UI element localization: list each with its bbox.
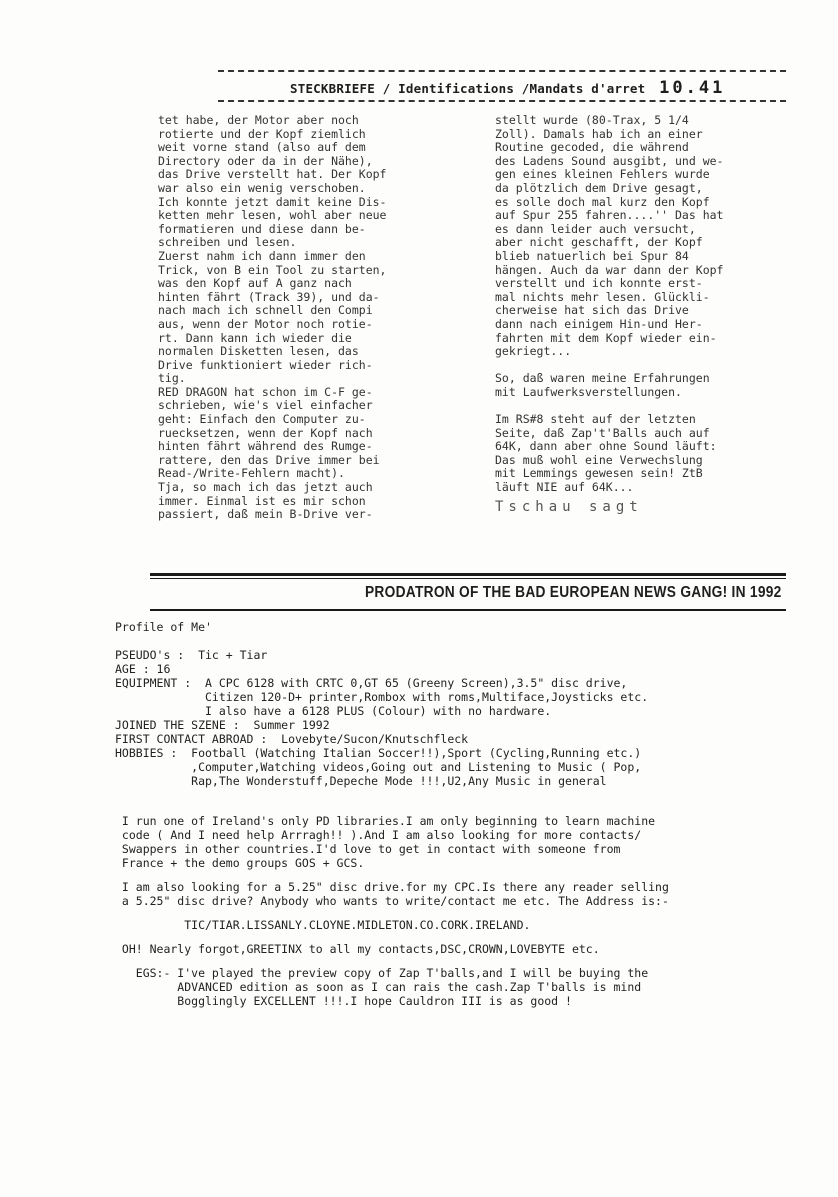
text-line: schrieben, wie's viel einfacher: [158, 398, 373, 413]
text-line: rotierte und der Kopf ziemlich: [158, 126, 366, 141]
text-line: passiert, daß mein B-Drive ver-: [158, 507, 373, 522]
profile-line: ,Computer,Watching videos,Going out and Listening to Music ( Pop,: [115, 760, 642, 774]
profile-line: I also have a 6128 PLUS (Colour) with no hardware.: [115, 704, 552, 718]
profile-line: Bogglingly EXCELLENT !!!.I hope Cauldron III is as good !: [115, 994, 572, 1008]
profile-line: HOBBIES : Football (Watching Italian Soccer!!),Sport (Cycling,Running etc.): [115, 746, 642, 760]
blank-line: [495, 359, 787, 373]
text-line: hinten fährt (Track 39), und da-: [158, 289, 380, 304]
profile-line: FIRST CONTACT ABROAD : Lovebyte/Sucon/Knutschfleck: [115, 732, 469, 746]
text-line: Directory oder da in der Nähe),: [158, 153, 373, 168]
profile-line: EGS:- I've played the preview copy of Zap T'balls,and I will be buying the: [115, 966, 649, 980]
text-line: 64K, dann aber ohne Sound läuft:: [495, 439, 717, 454]
header-top-rule: [218, 70, 786, 72]
right-text-column: [495, 114, 787, 514]
title-underline: [150, 609, 786, 611]
text-line: dann nach einigem Hin-und Her-: [495, 316, 703, 331]
text-line: gekriegt...: [495, 344, 572, 359]
text-line: So, daß waren meine Erfahrungen: [495, 371, 710, 386]
text-line: mal nichts mehr lesen. Glückli-: [495, 289, 710, 304]
text-line: mit Lemmings gewesen sein! ZtB: [495, 466, 703, 481]
profile-line: AGE : 16: [115, 662, 171, 676]
profile-line: OH! Nearly forgot,GREETINX to all my contacts,DSC,CROWN,LOVEBYTE etc.: [115, 942, 600, 956]
profile-line: Swappers in other countries.I'd love to get in contact with someone from: [115, 842, 621, 856]
text-line: Tja, so mach ich das jetzt auch: [158, 480, 373, 495]
text-line: tig.: [158, 371, 186, 386]
text-line: da plötzlich dem Drive gesagt,: [495, 180, 703, 195]
profile-line: JOINED THE SZENE : Summer 1992: [115, 718, 330, 732]
text-line: Im RS#8 steht auf der letzten: [495, 412, 696, 427]
blank-line: [115, 908, 815, 918]
profile-line: I run one of Ireland's only PD libraries.I am only beginning to learn machine: [115, 814, 656, 828]
text-line: fahrten mit dem Kopf wieder ein-: [495, 330, 717, 345]
blank-line: [115, 956, 815, 966]
text-line: Zoll). Damals hab ich an einer: [495, 126, 703, 141]
profile-line: I am also looking for a 5.25" disc drive.for my CPC.Is there any reader selling: [115, 880, 669, 894]
text-line: verstellt und ich konnte erst-: [495, 276, 703, 291]
profile-line: EQUIPMENT : A CPC 6128 with CRTC 0,GT 65 (Greeny Screen),3.5" disc drive,: [115, 676, 628, 690]
text-line: mit Laufwerksverstellungen.: [495, 384, 682, 399]
text-line: es solle doch mal kurz den Kopf: [495, 194, 710, 209]
text-line: war also ein wenig verschoben.: [158, 180, 366, 195]
blank-line: [115, 634, 815, 648]
text-line: ketten mehr lesen, wohl aber neue: [158, 208, 387, 223]
header-bottom-rule: [218, 100, 786, 102]
section-rule-thin: [150, 578, 786, 579]
profile-line: code ( And I need help Arrragh!! ).And I am also looking for more contacts/: [115, 828, 642, 842]
profile-heading: Profile of Me': [115, 620, 212, 634]
section-title: STECKBRIEFE / Identifications /Mandats d'arret: [290, 81, 646, 96]
section-rule-thick: [150, 573, 786, 576]
signature: Tschau sagt: [495, 498, 643, 515]
text-line: Trick, von B ein Tool zu starten,: [158, 262, 387, 277]
profile-line: ADVANCED edition as soon as I can rais the cash.Zap T'balls is mind: [115, 980, 642, 994]
address-line: TIC/TIAR.LISSANLY.CLOYNE.MIDLETON.CO.CORK.IRELAND.: [115, 918, 531, 932]
text-line: blieb natuerlich bei Spur 84: [495, 248, 689, 263]
text-line: Ich konnte jetzt damit keine Dis-: [158, 194, 387, 209]
text-line: tet habe, der Motor aber noch: [158, 113, 359, 127]
text-line: Drive funktioniert wieder rich-: [158, 357, 373, 372]
text-line: gen eines kleinen Fehlers wurde: [495, 167, 710, 182]
profile-line: Rap,The Wonderstuff,Depeche Mode !!!,U2,Any Music in general: [115, 774, 607, 788]
text-line: hinten fährt während des Rumge-: [158, 439, 373, 454]
page-header: [290, 78, 725, 98]
text-line: ruecksetzen, wenn der Kopf nach: [158, 425, 373, 440]
profile-line: a 5.25" disc drive? Anybody who wants to write/contact me etc. The Address is:-: [115, 894, 669, 908]
text-line: Read-/Write-Fehlern macht).: [158, 466, 345, 481]
article-title: PRODATRON OF THE BAD EUROPEAN NEWS GANG! IN 1992: [365, 584, 782, 601]
text-line: aber nicht geschafft, der Kopf: [495, 235, 703, 250]
text-line: auf Spur 255 fahren....'' Das hat: [495, 208, 724, 223]
text-line: aus, wenn der Motor noch rotie-: [158, 316, 373, 331]
text-line: des Ladens Sound ausgibt, und we-: [495, 153, 724, 168]
blank-line: [115, 870, 815, 880]
text-line: hängen. Auch da war dann der Kopf: [495, 262, 724, 277]
profile-line: France + the demo groups GOS + GCS.: [115, 856, 365, 870]
text-line: Routine gecoded, die während: [495, 140, 689, 155]
text-line: das Drive verstellt hat. Der Kopf: [158, 167, 387, 182]
text-line: cherweise hat sich das Drive: [495, 303, 689, 318]
profile-section: [115, 620, 815, 1008]
text-line: weit vorne stand (also auf dem: [158, 140, 366, 155]
text-line: nach mach ich schnell den Compi: [158, 303, 373, 318]
text-line: formatieren und diese dann be-: [158, 221, 366, 236]
text-line: RED DRAGON hat schon im C-F ge-: [158, 384, 373, 399]
text-line: immer. Einmal ist es mir schon: [158, 493, 366, 508]
text-line: Das muß wohl eine Verwechslung: [495, 452, 703, 467]
blank-line: [495, 399, 787, 413]
text-line: stellt wurde (80-Trax, 5 1/4: [495, 113, 689, 127]
profile-line: PSEUDO's : Tic + Tiar: [115, 648, 268, 662]
blank-line: [115, 932, 815, 942]
text-line: geht: Einfach den Computer zu-: [158, 412, 366, 427]
text-line: rattere, den das Drive immer bei: [158, 452, 380, 467]
text-line: läuft NIE auf 64K...: [495, 480, 634, 495]
text-line: schreiben und lesen.: [158, 235, 297, 250]
profile-line: Citizen 120-D+ printer,Rombox with roms,Multiface,Joysticks etc.: [115, 690, 649, 704]
left-text-column: [158, 114, 450, 522]
text-line: Zuerst nahm ich dann immer den: [158, 248, 366, 263]
text-line: rt. Dann kann ich wieder die: [158, 330, 352, 345]
text-line: Seite, daß Zap't'Balls auch auf: [495, 425, 710, 440]
blank-line: [115, 788, 815, 814]
page-number: 10.41: [659, 78, 726, 98]
text-line: normalen Disketten lesen, das: [158, 344, 359, 359]
text-line: was den Kopf auf A ganz nach: [158, 276, 352, 291]
text-line: es dann leider auch versucht,: [495, 221, 696, 236]
